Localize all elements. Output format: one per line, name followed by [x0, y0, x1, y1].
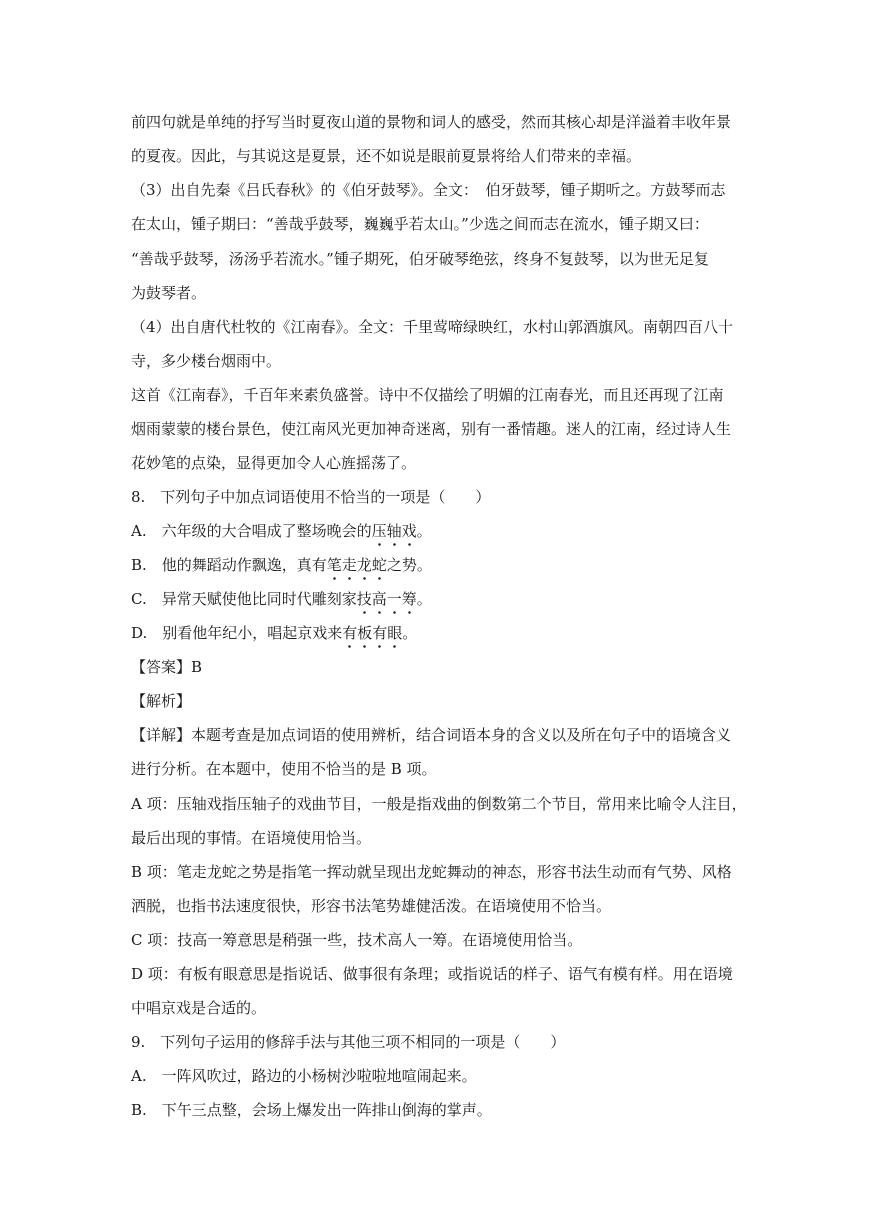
dotted-phrase: 技高一筹	[356, 590, 417, 608]
text-line: 洒脱，也指书法速度很快，形容书法笔势雄健活泼。在语境使用不恰当。	[131, 897, 612, 915]
text-line: 为鼓琴者。	[131, 284, 207, 302]
text-line: 寺，多少楼台烟雨中。	[131, 352, 282, 370]
text-line: A 项：压轴戏指压轴子的戏曲节目，一般是指戏曲的倒数第二个节目，常用来比喻令人注目，	[131, 795, 747, 813]
option-a: A. 六年级的大合唱成了整场晚会的压轴戏。	[131, 522, 432, 540]
option-c: C. 异常天赋使他比同时代雕刻家技高一筹。	[131, 590, 432, 608]
text-line: “善哉乎鼓琴，汤汤乎若流水。”锺子期死，伯牙破琴绝弦，终身不复鼓琴，以为世无足复	[131, 250, 709, 268]
question-8: 8. 下列句子中加点词语使用不恰当的一项是（ ）	[131, 488, 491, 506]
dotted-phrase: 有板有眼	[342, 624, 403, 642]
text-line: 最后出现的事情。在语境使用恰当。	[131, 829, 372, 847]
text-line: B 项：笔走龙蛇之势是指笔一挥动就呈现出龙蛇舞动的神态，形容书法生动而有气势、风格	[131, 863, 732, 881]
text-line: 中唱京戏是合适的。	[131, 999, 267, 1017]
option-b: B. 下午三点整，会场上爆发出一阵排山倒海的掌声。	[131, 1101, 492, 1119]
option-d: D. 别看他年纪小，唱起京戏来有板有眼。	[131, 624, 418, 642]
text-line: 花妙笔的点染，显得更加令人心旌摇荡了。	[131, 454, 417, 472]
option-b: B. 他的舞蹈动作飘逸，真有笔走龙蛇之势。	[131, 556, 432, 574]
text-line: 在太山，锺子期曰：“善哉乎鼓琴，巍巍乎若太山。”少选之间而志在流水，锺子期又曰：	[131, 215, 709, 233]
text-line: D 项：有板有眼意思是指说话、做事很有条理；或指说话的样子、语气有模有样。用在语境	[131, 965, 733, 983]
option-a: A. 一阵风吹过，路边的小杨树沙啦啦地喧闹起来。	[131, 1067, 477, 1085]
question-9: 9. 下列句子运用的修辞手法与其他三项不相同的一项是（ ）	[131, 1033, 566, 1051]
text-line: 前四句就是单纯的抒写当时夏夜山道的景物和词人的感受，然而其核心却是洋溢着丰收年景	[131, 113, 732, 131]
text-line: 【详解】本题考查是加点词语的使用辨析，结合词语本身的含义以及所在句子中的语境含义	[131, 726, 732, 744]
dotted-phrase: 压轴戏	[371, 522, 417, 540]
text-line: （4）出自唐代杜牧的《江南春》。全文：千里莺啼绿映红，水村山郭酒旗风。南朝四百八十	[131, 318, 734, 336]
analysis-label: 【解析】	[131, 692, 192, 710]
answer-label: 【答案】B	[131, 658, 203, 676]
text-line: C 项：技高一筹意思是稍强一些，技术高人一筹。在语境使用恰当。	[131, 931, 583, 949]
text-line: 的夏夜。因此，与其说这是夏景，还不如说是眼前夏景将给人们带来的幸福。	[131, 147, 642, 165]
text-line: 进行分析。在本题中，使用不恰当的是 B 项。	[131, 760, 437, 778]
text-line: 烟雨蒙蒙的楼台景色，使江南风光更加神奇迷离，别有一番情趣。迷人的江南，经过诗人生	[131, 420, 732, 438]
text-line: 这首《江南春》，千百年来素负盛誉。诗中不仅描绘了明媚的江南春光，而且还再现了江南	[131, 386, 724, 404]
text-line: （3）出自先秦《吕氏春秋》的《伯牙鼓琴》。全文： 伯牙鼓琴，锺子期听之。方鼓琴而志	[131, 181, 726, 199]
dotted-phrase: 笔走龙蛇	[326, 556, 387, 574]
